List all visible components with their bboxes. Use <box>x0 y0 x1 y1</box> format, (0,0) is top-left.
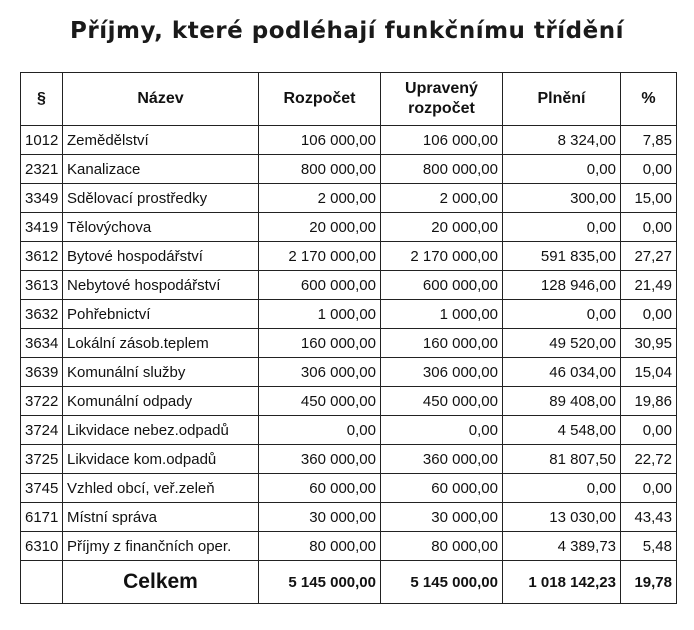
row-fulfilled: 128 946,00 <box>503 271 621 300</box>
row-budget: 0,00 <box>259 416 381 445</box>
row-fulfilled: 591 835,00 <box>503 242 621 271</box>
row-percent: 0,00 <box>621 300 677 329</box>
row-percent: 0,00 <box>621 213 677 242</box>
header-adjusted-budget: Upravený rozpočet <box>381 73 503 126</box>
row-name: Lokální zásob.teplem <box>63 329 259 358</box>
total-percent: 19,78 <box>621 561 677 604</box>
row-name: Komunální služby <box>63 358 259 387</box>
table-row <box>21 358 677 387</box>
row-name: Nebytové hospodářství <box>63 271 259 300</box>
row-fulfilled: 0,00 <box>503 300 621 329</box>
row-code: 3724 <box>21 416 63 445</box>
row-adjusted: 160 000,00 <box>381 329 503 358</box>
row-name: Likvidace nebez.odpadů <box>63 416 259 445</box>
row-adjusted: 60 000,00 <box>381 474 503 503</box>
row-percent: 30,95 <box>621 329 677 358</box>
table-row <box>21 329 677 358</box>
row-fulfilled: 89 408,00 <box>503 387 621 416</box>
header-code: § <box>21 73 63 126</box>
row-budget: 30 000,00 <box>259 503 381 532</box>
table-row <box>21 242 677 271</box>
row-percent: 22,72 <box>621 445 677 474</box>
table-row <box>21 532 677 561</box>
row-code: 3612 <box>21 242 63 271</box>
row-percent: 19,86 <box>621 387 677 416</box>
header-name: Název <box>63 73 259 126</box>
total-budget: 5 145 000,00 <box>259 561 381 604</box>
row-adjusted: 0,00 <box>381 416 503 445</box>
row-name: Vzhled obcí, veř.zeleň <box>63 474 259 503</box>
row-budget: 80 000,00 <box>259 532 381 561</box>
row-adjusted: 20 000,00 <box>381 213 503 242</box>
row-adjusted: 360 000,00 <box>381 445 503 474</box>
total-row <box>21 561 677 604</box>
table-row <box>21 503 677 532</box>
header-percent: % <box>621 73 677 126</box>
row-budget: 20 000,00 <box>259 213 381 242</box>
row-percent: 15,00 <box>621 184 677 213</box>
total-code-cell <box>21 561 63 604</box>
row-fulfilled: 4 389,73 <box>503 532 621 561</box>
table-row <box>21 184 677 213</box>
table-row <box>21 126 677 155</box>
row-code: 1012 <box>21 126 63 155</box>
row-budget: 106 000,00 <box>259 126 381 155</box>
row-percent: 27,27 <box>621 242 677 271</box>
row-percent: 0,00 <box>621 155 677 184</box>
row-fulfilled: 49 520,00 <box>503 329 621 358</box>
row-percent: 5,48 <box>621 532 677 561</box>
row-code: 3613 <box>21 271 63 300</box>
row-code: 6171 <box>21 503 63 532</box>
row-percent: 21,49 <box>621 271 677 300</box>
row-budget: 600 000,00 <box>259 271 381 300</box>
table-row <box>21 416 677 445</box>
row-budget: 2 000,00 <box>259 184 381 213</box>
table-row <box>21 445 677 474</box>
row-fulfilled: 46 034,00 <box>503 358 621 387</box>
row-adjusted: 2 000,00 <box>381 184 503 213</box>
row-budget: 160 000,00 <box>259 329 381 358</box>
row-budget: 800 000,00 <box>259 155 381 184</box>
table-row <box>21 474 677 503</box>
row-code: 3639 <box>21 358 63 387</box>
row-adjusted: 450 000,00 <box>381 387 503 416</box>
row-fulfilled: 81 807,50 <box>503 445 621 474</box>
header-fulfilled: Plnění <box>503 73 621 126</box>
row-name: Tělovýchova <box>63 213 259 242</box>
row-code: 3634 <box>21 329 63 358</box>
row-name: Likvidace kom.odpadů <box>63 445 259 474</box>
table-row <box>21 387 677 416</box>
row-code: 3349 <box>21 184 63 213</box>
row-budget: 450 000,00 <box>259 387 381 416</box>
row-name: Kanalizace <box>63 155 259 184</box>
row-budget: 306 000,00 <box>259 358 381 387</box>
row-percent: 15,04 <box>621 358 677 387</box>
row-fulfilled: 0,00 <box>503 474 621 503</box>
row-budget: 1 000,00 <box>259 300 381 329</box>
row-percent: 0,00 <box>621 416 677 445</box>
row-budget: 60 000,00 <box>259 474 381 503</box>
table-row <box>21 155 677 184</box>
row-code: 2321 <box>21 155 63 184</box>
row-adjusted: 306 000,00 <box>381 358 503 387</box>
row-adjusted: 1 000,00 <box>381 300 503 329</box>
row-name: Bytové hospodářství <box>63 242 259 271</box>
row-adjusted: 600 000,00 <box>381 271 503 300</box>
row-fulfilled: 13 030,00 <box>503 503 621 532</box>
row-adjusted: 30 000,00 <box>381 503 503 532</box>
row-code: 3722 <box>21 387 63 416</box>
row-name: Příjmy z finančních oper. <box>63 532 259 561</box>
row-budget: 360 000,00 <box>259 445 381 474</box>
row-name: Zemědělství <box>63 126 259 155</box>
table-row <box>21 271 677 300</box>
row-adjusted: 106 000,00 <box>381 126 503 155</box>
row-adjusted: 2 170 000,00 <box>381 242 503 271</box>
row-name: Místní správa <box>63 503 259 532</box>
row-percent: 43,43 <box>621 503 677 532</box>
row-adjusted: 80 000,00 <box>381 532 503 561</box>
header-budget: Rozpočet <box>259 73 381 126</box>
table-row <box>21 300 677 329</box>
total-fulfilled: 1 018 142,23 <box>503 561 621 604</box>
row-fulfilled: 8 324,00 <box>503 126 621 155</box>
table-row <box>21 213 677 242</box>
total-label: Celkem <box>63 561 259 604</box>
total-adjusted: 5 145 000,00 <box>381 561 503 604</box>
row-fulfilled: 0,00 <box>503 213 621 242</box>
row-code: 3419 <box>21 213 63 242</box>
row-fulfilled: 300,00 <box>503 184 621 213</box>
row-budget: 2 170 000,00 <box>259 242 381 271</box>
page-title: Příjmy, které podléhají funkčnímu třídění <box>70 18 624 44</box>
row-fulfilled: 4 548,00 <box>503 416 621 445</box>
row-percent: 0,00 <box>621 474 677 503</box>
row-adjusted: 800 000,00 <box>381 155 503 184</box>
row-name: Sdělovací prostředky <box>63 184 259 213</box>
row-code: 6310 <box>21 532 63 561</box>
row-name: Komunální odpady <box>63 387 259 416</box>
income-table <box>20 72 677 604</box>
row-code: 3725 <box>21 445 63 474</box>
row-code: 3745 <box>21 474 63 503</box>
table-header-row <box>21 73 677 126</box>
row-code: 3632 <box>21 300 63 329</box>
row-name: Pohřebnictví <box>63 300 259 329</box>
row-percent: 7,85 <box>621 126 677 155</box>
row-fulfilled: 0,00 <box>503 155 621 184</box>
